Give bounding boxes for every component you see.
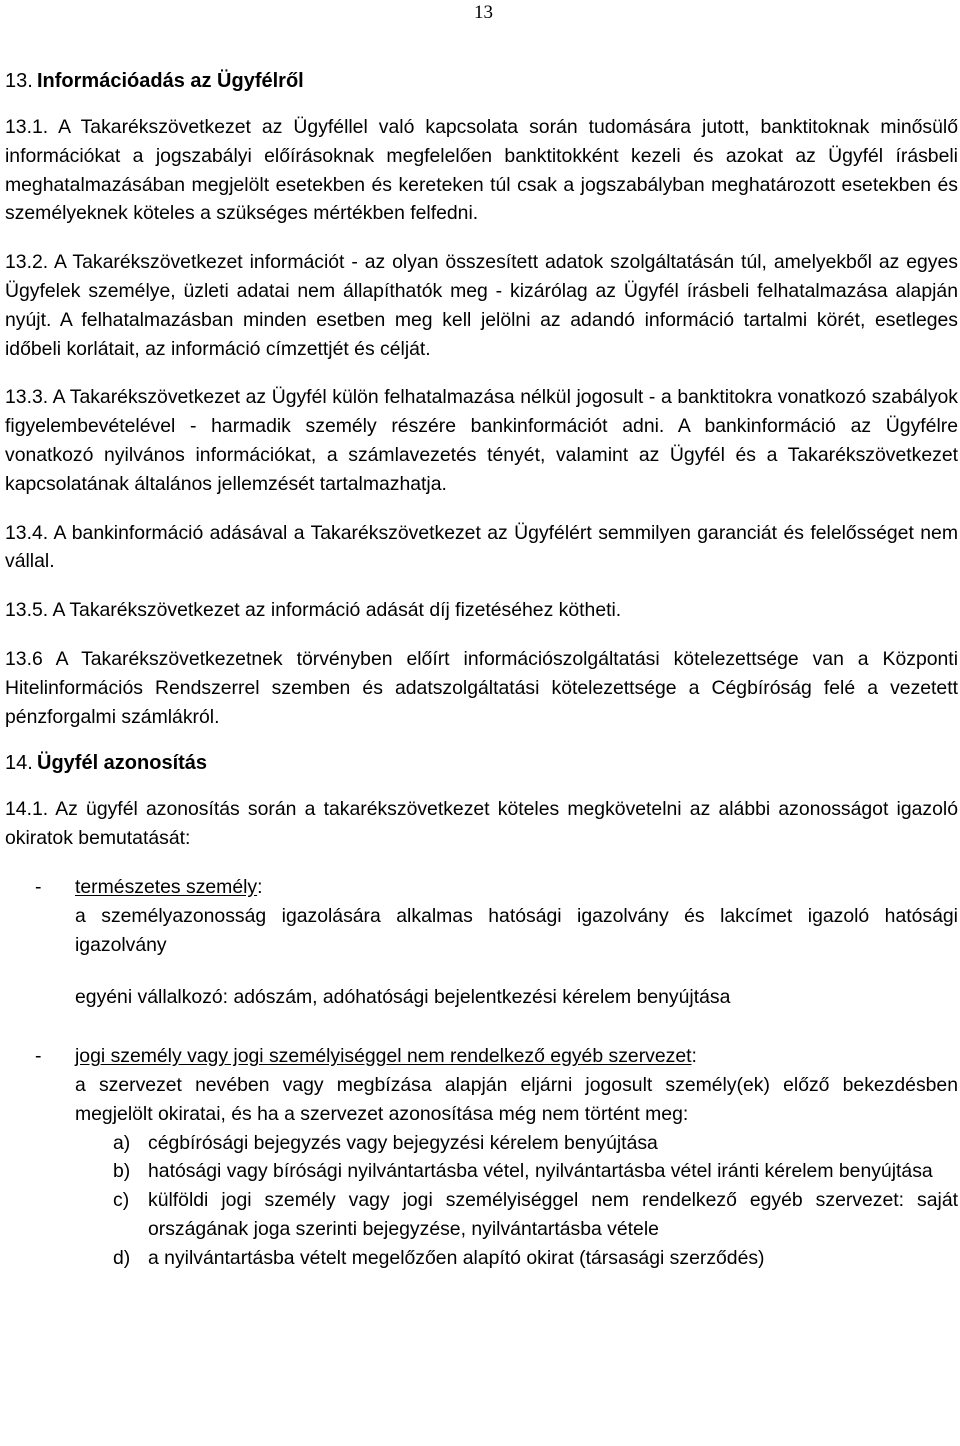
sub-list-letter: c) xyxy=(113,1189,130,1212)
paragraph-13-2: 13.2. A Takarékszövetkezet információt - az olyan összesített adatok szolgáltatásán túl, amelyekből az egyes Ügyfelek személye, üzleti adatai nem állapíthatók meg - kizárólag az Ügyfél írásbeli felhatalmazása alapján nyújt. A felhatalmazásban minden esetben meg kell jelölni az adandó információ tartalmi körét, esetleges időbeli korlátait, az információ címzettjét és célját. xyxy=(5,251,958,360)
sub-list-letter: a) xyxy=(113,1131,131,1154)
sub-list-item xyxy=(5,1129,958,1158)
paragraph-13-1: 13.1. A Takarékszövetkezet az Ügyféllel való kapcsolata során tudomására jutott, banktitoknak minősülő információkat a jogszabályi előírásoknak megfelelően banktitokként kezeli és azokat az Ügyfél írásbeli meghatalmazásában megjelölt esetekben és kereteken túl csak a jogszabályban meghatározott esetekben és személyeknek köteles a szükséges mértékben felfedni. xyxy=(5,116,958,225)
section-number: 14. xyxy=(5,752,33,775)
list-item-suffix: : xyxy=(257,875,263,898)
sub-list-item xyxy=(5,1244,958,1273)
sub-list-text: külföldi jogi személy vagy jogi személyiséggel nem rendelkező egyéb szervezet: saját országának joga szerinti bejegyzése, nyilvántartásba vétele xyxy=(148,1189,958,1240)
list-item-text: a személyazonosság igazolására alkalmas hatósági igazolvány és lakcímet igazoló hatósági igazolvány xyxy=(75,904,958,956)
section-title: Ügyfél azonosítás xyxy=(37,752,208,775)
sub-list-text: cégbírósági bejegyzés vagy bejegyzési kérelem benyújtása xyxy=(148,1131,658,1154)
sub-list-item xyxy=(5,1186,958,1244)
list-item-label: jogi személy vagy jogi személyiséggel nem rendelkező egyéb szervezet xyxy=(75,1045,692,1068)
sub-list-letter: b) xyxy=(113,1160,131,1183)
list-item-natural-person xyxy=(5,873,958,902)
list-item-extra: egyéni vállalkozó: adószám, adóhatósági bejelentkezési kérelem benyújtása xyxy=(75,986,731,1009)
sub-list-text: hatósági vagy bírósági nyilvántartásba vétel, nyilvántartásba vétel iránti kérelem benyújtása xyxy=(148,1160,933,1183)
section-number: 13. xyxy=(5,70,33,92)
document-body xyxy=(5,66,958,1273)
list-item-suffix: : xyxy=(691,1045,697,1068)
sub-list xyxy=(5,1129,958,1273)
list-dash: - xyxy=(35,1045,42,1068)
list-dash: - xyxy=(35,875,42,898)
list-item-label: természetes személy xyxy=(75,875,258,898)
paragraph-13-5: 13.5. A Takarékszövetkezet az információ adását díj fizetéséhez kötheti. xyxy=(5,599,622,622)
sub-list-text: a nyilvántartásba vételt megelőzően alapító okirat (társasági szerződés) xyxy=(148,1246,765,1269)
paragraph-14-1: 14.1. Az ügyfél azonosítás során a takarékszövetkezet köteles megkövetelni az alábbi azonosságot igazoló okiratok bemutatását: xyxy=(5,798,958,850)
sub-list-letter: d) xyxy=(113,1246,131,1269)
section-13-heading xyxy=(5,66,958,96)
list-item-legal-person xyxy=(5,1042,958,1071)
paragraph-13-3: 13.3. A Takarékszövetkezet az Ügyfél külön felhatalmazása nélkül jogosult - a banktitokra vonatkozó szabályok figyelembevételével - harmadik személy részére bankinformációt adni. A bankinformáció az Ügyfélre vonatkozó nyilvános információkat, a számlavezetés tényét, valamint az Ügyfél és a Takarékszövetkezet kapcsolatának általános jellemzését tartalmazhatja. xyxy=(5,386,958,495)
list-item-text: a szervezet nevében vagy megbízása alapján eljárni jogosult személy(ek) előző bekezdésben megjelölt okiratai, és ha a szervezet azonosítása még nem történt meg: xyxy=(75,1073,958,1125)
page-number: 13 xyxy=(474,2,493,23)
paragraph-13-4: 13.4. A bankinformáció adásával a Takarékszövetkezet az Ügyfélért semmilyen garanciát és felelősséget nem vállal. xyxy=(5,521,958,573)
paragraph-13-6: 13.6 A Takarékszövetkezetnek törvényben előírt információszolgáltatási kötelezettsége van a Központi Hitelinformációs Rendszerrel szemben és adatszolgáltatási kötelezettsége a Cégbíróság felé a vezetett pénzforgalmi számlákról. xyxy=(5,647,958,728)
section-14-heading xyxy=(5,748,958,778)
sub-list-item xyxy=(5,1157,958,1186)
section-title: Információadás az Ügyfélről xyxy=(37,70,304,92)
